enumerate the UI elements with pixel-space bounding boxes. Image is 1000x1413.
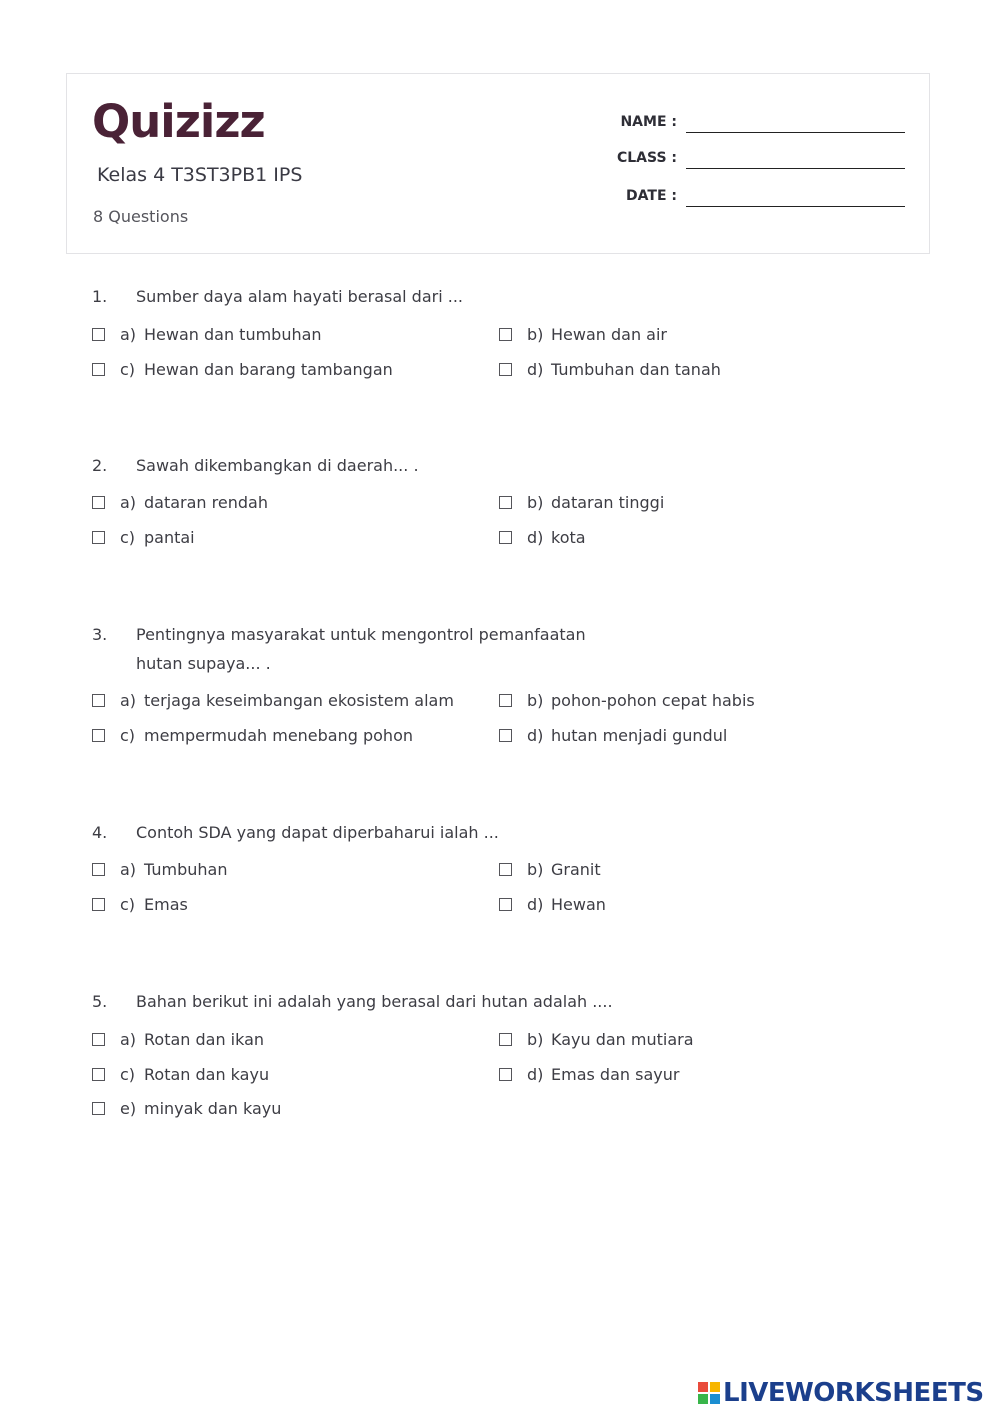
name-field[interactable]	[600, 114, 905, 134]
checkbox[interactable]	[92, 496, 105, 509]
option-text: Emas	[144, 894, 188, 914]
option-c[interactable]	[92, 893, 188, 915]
option-text: hutan menjadi gundul	[551, 725, 728, 745]
option-a[interactable]	[92, 858, 227, 880]
question-text: Contoh SDA yang dapat diperbaharui ialah ...	[136, 823, 499, 842]
option-b[interactable]	[499, 323, 667, 345]
quiz-title: Kelas 4 T3ST3PB1 IPS	[97, 164, 303, 186]
checkbox[interactable]	[499, 1068, 512, 1081]
option-letter: c)	[120, 894, 136, 914]
option-text: dataran rendah	[144, 492, 268, 512]
option-letter: d)	[527, 527, 544, 547]
option-a[interactable]	[92, 491, 268, 513]
option-text: Tumbuhan dan tanah	[551, 359, 721, 379]
question-count: 8 Questions	[93, 207, 189, 226]
option-text: Rotan dan kayu	[144, 1064, 270, 1084]
option-a[interactable]	[92, 689, 454, 711]
option-d[interactable]	[499, 526, 586, 548]
checkbox[interactable]	[92, 531, 105, 544]
checkbox[interactable]	[92, 328, 105, 341]
option-text: Kayu dan mutiara	[551, 1029, 694, 1049]
date-line	[686, 206, 905, 207]
checkbox[interactable]	[92, 1068, 105, 1081]
option-text: Hewan	[551, 894, 606, 914]
question-text: Bahan berikut ini adalah yang berasal dari hutan adalah ....	[136, 992, 613, 1011]
option-letter: d)	[527, 725, 544, 745]
option-letter: a)	[120, 324, 137, 344]
option-a[interactable]	[92, 323, 322, 345]
checkbox[interactable]	[499, 531, 512, 544]
option-letter: b)	[527, 324, 544, 344]
option-letter: a)	[120, 1029, 137, 1049]
option-a[interactable]	[92, 1028, 264, 1050]
class-field[interactable]	[600, 150, 905, 170]
class-line	[686, 168, 905, 169]
option-c[interactable]	[92, 526, 195, 548]
checkbox[interactable]	[499, 1033, 512, 1046]
option-d[interactable]	[499, 724, 727, 746]
question-text: Sumber daya alam hayati berasal dari ...	[136, 287, 463, 306]
question-number: 1.	[92, 287, 108, 306]
option-text: Hewan dan tumbuhan	[144, 324, 322, 344]
checkbox[interactable]	[92, 363, 105, 376]
liveworksheets-text: LIVEWORKSHEETS	[723, 1378, 984, 1408]
question-number: 3.	[92, 625, 108, 644]
option-b[interactable]	[499, 689, 755, 711]
quizizz-logo: Quizizz	[92, 95, 265, 148]
name-line	[686, 132, 905, 133]
question-number: 5.	[92, 992, 108, 1011]
option-text: kota	[551, 527, 586, 547]
option-text: minyak dan kayu	[144, 1098, 282, 1118]
checkbox[interactable]	[92, 898, 105, 911]
option-text: terjaga keseimbangan ekosistem alam	[144, 690, 454, 710]
date-label: DATE :	[626, 188, 677, 204]
option-letter: c)	[120, 527, 136, 547]
checkbox[interactable]	[92, 1033, 105, 1046]
question-text: Pentingnya masyarakat untuk mengontrol pemanfaatan hutan supaya... .	[136, 625, 586, 673]
option-text: pantai	[144, 527, 195, 547]
option-b[interactable]	[499, 1028, 694, 1050]
checkbox[interactable]	[92, 863, 105, 876]
option-e[interactable]	[92, 1097, 281, 1119]
option-letter: b)	[527, 492, 544, 512]
option-letter: a)	[120, 859, 137, 879]
option-letter: a)	[120, 690, 137, 710]
option-d[interactable]	[499, 1063, 679, 1085]
date-field[interactable]	[600, 188, 905, 208]
option-letter: b)	[527, 1029, 544, 1049]
option-letter: c)	[120, 725, 136, 745]
checkbox[interactable]	[499, 729, 512, 742]
checkbox[interactable]	[499, 328, 512, 341]
option-text: pohon-pohon cepat habis	[551, 690, 755, 710]
option-text: Emas dan sayur	[551, 1064, 680, 1084]
checkbox[interactable]	[92, 694, 105, 707]
class-label: CLASS :	[616, 150, 677, 166]
option-c[interactable]	[92, 724, 413, 746]
option-text: Rotan dan ikan	[144, 1029, 265, 1049]
option-c[interactable]	[92, 358, 393, 380]
question-text: Sawah dikembangkan di daerah... .	[136, 456, 419, 475]
name-label: NAME :	[620, 114, 677, 130]
question-number: 2.	[92, 456, 108, 475]
question-number: 4.	[92, 823, 108, 842]
option-letter: b)	[527, 859, 544, 879]
checkbox[interactable]	[499, 496, 512, 509]
liveworksheets-icon	[698, 1382, 720, 1404]
option-letter: e)	[120, 1098, 137, 1118]
option-d[interactable]	[499, 893, 606, 915]
option-d[interactable]	[499, 358, 721, 380]
checkbox[interactable]	[499, 898, 512, 911]
option-text: Hewan dan air	[551, 324, 668, 344]
option-text: mempermudah menebang pohon	[144, 725, 413, 745]
checkbox[interactable]	[499, 363, 512, 376]
option-letter: d)	[527, 894, 544, 914]
option-text: Granit	[551, 859, 601, 879]
option-b[interactable]	[499, 858, 601, 880]
checkbox[interactable]	[499, 863, 512, 876]
option-b[interactable]	[499, 491, 664, 513]
option-text: Tumbuhan	[144, 859, 228, 879]
liveworksheets-watermark	[698, 1378, 984, 1408]
option-letter: d)	[527, 1064, 544, 1084]
option-letter: d)	[527, 359, 544, 379]
checkbox[interactable]	[92, 729, 105, 742]
option-text: dataran tinggi	[551, 492, 665, 512]
option-text: Hewan dan barang tambangan	[144, 359, 393, 379]
option-letter: c)	[120, 1064, 136, 1084]
checkbox[interactable]	[92, 1102, 105, 1115]
option-c[interactable]	[92, 1063, 269, 1085]
option-letter: a)	[120, 492, 137, 512]
option-letter: b)	[527, 690, 544, 710]
option-letter: c)	[120, 359, 136, 379]
checkbox[interactable]	[499, 694, 512, 707]
